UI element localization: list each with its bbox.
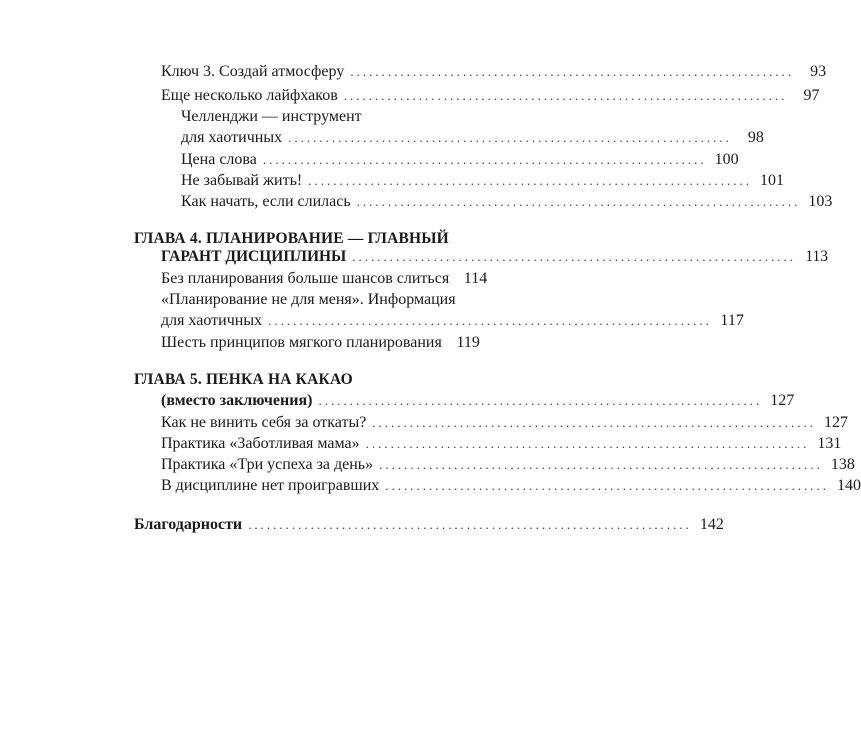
toc-entry-title: Практика «Заботливая мама» [161,435,360,452]
toc-entry-title: для хаотичных [161,312,263,329]
leader-dots: ....................................................................... [343,88,788,103]
toc-entry-page: 114 [463,270,488,287]
toc-entry[interactable] [161,456,855,478]
toc-entry[interactable] [161,87,820,109]
leader-dots: ....................................................................... [248,517,692,532]
acknowledgments-page: 142 [699,516,724,533]
toc-entry[interactable] [181,151,739,173]
toc-entry-page: 127 [824,414,849,431]
toc-entry-title: Не забывай жить! [181,172,303,189]
toc-entry-page: 100 [714,151,739,168]
toc-entry-page: 101 [759,172,784,189]
toc-entry-title: Как не винить себя за откаты? [161,414,367,431]
toc-entry[interactable] [161,477,861,499]
leader-dots: ....................................................................... [379,457,823,472]
chapter-4-page: 113 [805,248,829,265]
toc-entry[interactable] [161,435,842,457]
acknowledgments-entry[interactable] [134,516,724,538]
leader-dots: ....................................................................... [318,393,763,408]
toc-entry-title: Шесть принципов мягкого планирования [161,334,442,351]
toc-entry[interactable] [181,172,784,194]
acknowledgments-title: Благодарности [134,516,243,533]
toc-entry-title: Практика «Три успеха за день» [161,456,374,473]
toc-entry-page: 131 [817,435,842,452]
chapter-5-entry[interactable] [161,392,795,414]
toc-entry[interactable] [161,334,480,356]
leader-dots: ....................................................................... [308,173,752,188]
leader-dots: ....................................................................... [268,313,712,328]
toc-entry-title: Как начать, если слилась [181,193,351,210]
chapter-4-heading[interactable]: ГЛАВА 4. ПЛАНИРОВАНИЕ — ГЛАВНЫЙ [134,230,449,247]
chapter-4-heading-line2: ГАРАНТ ДИСЦИПЛИНЫ [161,248,347,265]
toc-entry-page: 138 [830,456,855,473]
leader-dots: ....................................................................... [365,436,810,451]
chapter-5-heading[interactable]: ГЛАВА 5. ПЕНКА НА КАКАО [134,371,353,388]
toc-entry-title: Без планирования больше шансов слиться [161,270,450,287]
toc-entry[interactable] [161,270,488,292]
leader-dots: ....................................................................... [385,478,830,493]
leader-dots: ....................................................................... [288,130,732,145]
toc-entry-page: 103 [808,193,833,210]
toc-entry[interactable] [181,129,764,151]
toc-entry-page: 140 [837,477,861,494]
toc-entry[interactable] [181,193,833,215]
toc-entry-page: 93 [810,63,827,80]
leader-dots: ....................................................................... [356,194,801,209]
toc-entry-title: Цена слова [181,151,257,168]
toc-entry-title: Ключ 3. Создай атмосферу [161,63,345,80]
toc-entry-title: В дисциплине нет проигравших [161,477,380,494]
chapter-4-entry[interactable] [161,248,829,270]
chapter-5-page: 127 [770,392,795,409]
toc-entry[interactable] [161,312,744,334]
toc-entry-page: 97 [803,87,820,104]
toc-entry-line1[interactable] [181,108,471,130]
leader-dots: ....................................................................... [352,249,797,264]
toc-entry-title: Челленджи — инструмент [181,108,362,125]
chapter-5-heading-line2: (вместо заключения) [161,392,313,409]
toc-entry-title: «Планирование не для меня». Информация [161,291,456,308]
toc-entry-page: 117 [720,312,744,329]
toc-entry-title: Еще несколько лайфхаков [161,87,338,104]
toc-entry-line1[interactable] [161,291,471,313]
toc-entry[interactable] [161,63,827,85]
toc-entry[interactable] [161,414,849,436]
toc-entry-page: 119 [456,334,480,351]
toc-entry-page: 98 [747,129,764,146]
toc-entry-title: для хаотичных [181,129,283,146]
leader-dots: ....................................................................... [262,152,707,167]
leader-dots: ....................................................................... [350,64,795,79]
leader-dots: ....................................................................... [372,415,817,430]
